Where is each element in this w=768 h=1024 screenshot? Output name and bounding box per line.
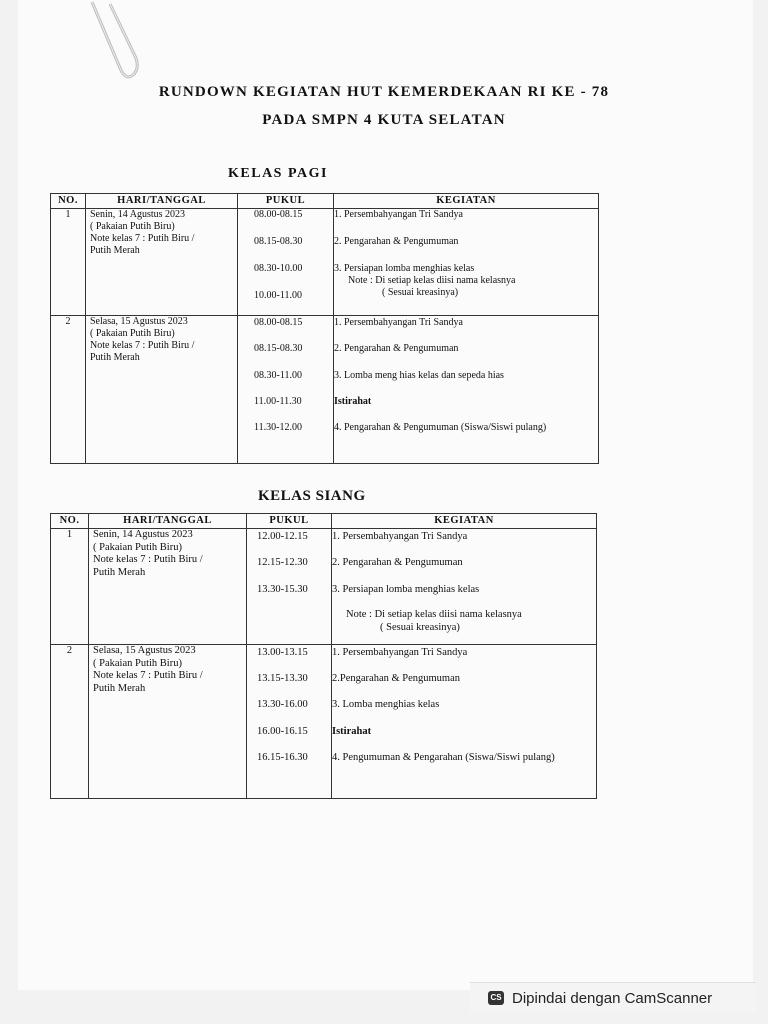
date-line: Putih Merah: [90, 352, 140, 363]
activity-item: 1. Persembahyangan Tri Sandya: [334, 209, 463, 220]
time-slot: 08.30-11.00: [254, 370, 302, 381]
time-slot: 12.00-12.15: [257, 531, 308, 542]
column-header-pukul: PUKUL: [247, 514, 332, 529]
document-subtitle: PADA SMPN 4 KUTA SELATAN: [262, 112, 506, 128]
activity-item: 1. Persembahyangan Tri Sandya: [334, 317, 463, 328]
time-slot: 08.00-08.15: [254, 209, 303, 220]
activity-note: ( Sesuai kreasinya): [382, 287, 459, 298]
activity-note: ( Sesuai kreasinya): [380, 622, 460, 633]
time-slot: 08.15-08.30: [254, 236, 303, 247]
date-line: Selasa, 15 Agustus 2023: [93, 645, 196, 656]
paper-clip-icon: [80, 0, 150, 85]
activity-note: Note : Di setiap kelas diisi nama kelasnya: [348, 275, 516, 286]
activity-cell: [332, 645, 597, 799]
time-slot: 08.15-08.30: [254, 343, 303, 354]
activity-item: 2. Pengarahan & Pengumuman: [334, 343, 459, 354]
date-line: ( Pakaian Putih Biru): [90, 221, 175, 232]
activity-item: 3. Persiapan lomba menghias kelas: [332, 584, 480, 595]
table-row: [51, 645, 597, 799]
table-row: [51, 209, 599, 316]
activity-note: Note : Di setiap kelas diisi nama kelasnya: [346, 609, 522, 620]
activity-item: 1. Persembahyangan Tri Sandya: [332, 647, 468, 658]
date-line: ( Pakaian Putih Biru): [93, 657, 182, 669]
camscanner-logo-icon: CS: [488, 991, 504, 1005]
date-line: Senin, 14 Agustus 2023: [93, 529, 193, 540]
row-number: 1: [51, 209, 86, 316]
time-slot: 08.00-08.15: [254, 317, 303, 328]
schedule-table-kelas-pagi: [50, 193, 599, 464]
time-cell: [238, 209, 334, 316]
activity-cell: [334, 209, 599, 316]
column-header-pukul: PUKUL: [238, 194, 334, 209]
camscanner-watermark: [470, 982, 756, 1013]
time-slot: 13.00-13.15: [257, 647, 308, 658]
time-slot: 16.15-16.30: [257, 752, 308, 763]
date-line: Putih Merah: [93, 566, 146, 578]
time-slot: 12.15-12.30: [257, 557, 308, 568]
table-header-row: [51, 194, 599, 209]
activity-item: 4. Pengarahan & Pengumuman (Siswa/Siswi pulang): [334, 422, 547, 433]
date-line: Note kelas 7 : Putih Biru /: [93, 670, 203, 681]
table-header-row: [51, 514, 597, 529]
activity-cell: [334, 316, 599, 464]
date-cell: [89, 529, 247, 645]
camscanner-text: Dipindai dengan CamScanner: [512, 989, 713, 1007]
activity-item: 2. Pengarahan & Pengumuman: [332, 557, 463, 568]
column-header-kegiatan: KEGIATAN: [334, 194, 599, 209]
activity-item: 2. Pengarahan & Pengumuman: [334, 236, 459, 247]
time-cell: [238, 316, 334, 464]
document-title: RUNDOWN KEGIATAN HUT KEMERDEKAAN RI KE - 78: [158, 84, 610, 100]
activity-item: 3. Lomba menghias kelas: [332, 699, 440, 710]
column-header-hari: HARI/TANGGAL: [89, 514, 247, 529]
date-line: Note kelas 7 : Putih Biru /: [93, 554, 203, 565]
time-cell: [247, 645, 332, 799]
date-cell: [86, 209, 238, 316]
date-line: Selasa, 15 Agustus 2023: [90, 316, 188, 327]
section-heading-kelas-siang: KELAS SIANG: [258, 488, 366, 504]
date-cell: [86, 316, 238, 464]
date-line: Note kelas 7 : Putih Biru /: [90, 340, 195, 351]
date-line: ( Pakaian Putih Biru): [93, 541, 182, 553]
time-slot: 11.00-11.30: [254, 396, 302, 407]
time-slot: 08.30-10.00: [254, 263, 303, 274]
column-header-no: NO.: [51, 514, 89, 529]
activity-break: Istirahat: [334, 396, 372, 407]
time-slot: 11.30-12.00: [254, 422, 302, 433]
date-line: Senin, 14 Agustus 2023: [90, 209, 186, 220]
time-slot: 10.00-11.00: [254, 290, 302, 301]
time-slot: 16.00-16.15: [257, 726, 308, 737]
schedule-table-kelas-siang: [50, 513, 597, 799]
activity-cell: [332, 529, 597, 645]
date-line: Putih Merah: [90, 245, 140, 256]
activity-item: 4. Pengumuman & Pengarahan (Siswa/Siswi pulang): [332, 752, 555, 763]
date-cell: [89, 645, 247, 799]
row-number: 2: [51, 316, 86, 464]
row-number: 2: [51, 645, 89, 799]
time-slot: 13.15-13.30: [257, 673, 308, 684]
column-header-hari: HARI/TANGGAL: [86, 194, 238, 209]
scanned-page: [18, 0, 753, 990]
table-row: [51, 529, 597, 645]
date-line: ( Pakaian Putih Biru): [90, 328, 175, 339]
column-header-no: NO.: [51, 194, 86, 209]
date-line: Putih Merah: [93, 682, 146, 694]
activity-item: 2.Pengarahan & Pengumuman: [332, 673, 461, 684]
time-slot: 13.30-15.30: [257, 584, 308, 595]
row-number: 1: [51, 529, 89, 645]
column-header-kegiatan: KEGIATAN: [332, 514, 597, 529]
activity-break: Istirahat: [332, 726, 372, 737]
activity-item: 3. Persiapan lomba menghias kelas: [334, 263, 475, 274]
section-heading-kelas-pagi: KELAS PAGI: [228, 166, 328, 181]
time-cell: [247, 529, 332, 645]
table-row: [51, 316, 599, 464]
time-slot: 13.30-16.00: [257, 699, 308, 710]
activity-item: 3. Lomba meng hias kelas dan sepeda hias: [334, 370, 504, 381]
activity-item: 1. Persembahyangan Tri Sandya: [332, 531, 468, 542]
date-line: Note kelas 7 : Putih Biru /: [90, 233, 195, 244]
